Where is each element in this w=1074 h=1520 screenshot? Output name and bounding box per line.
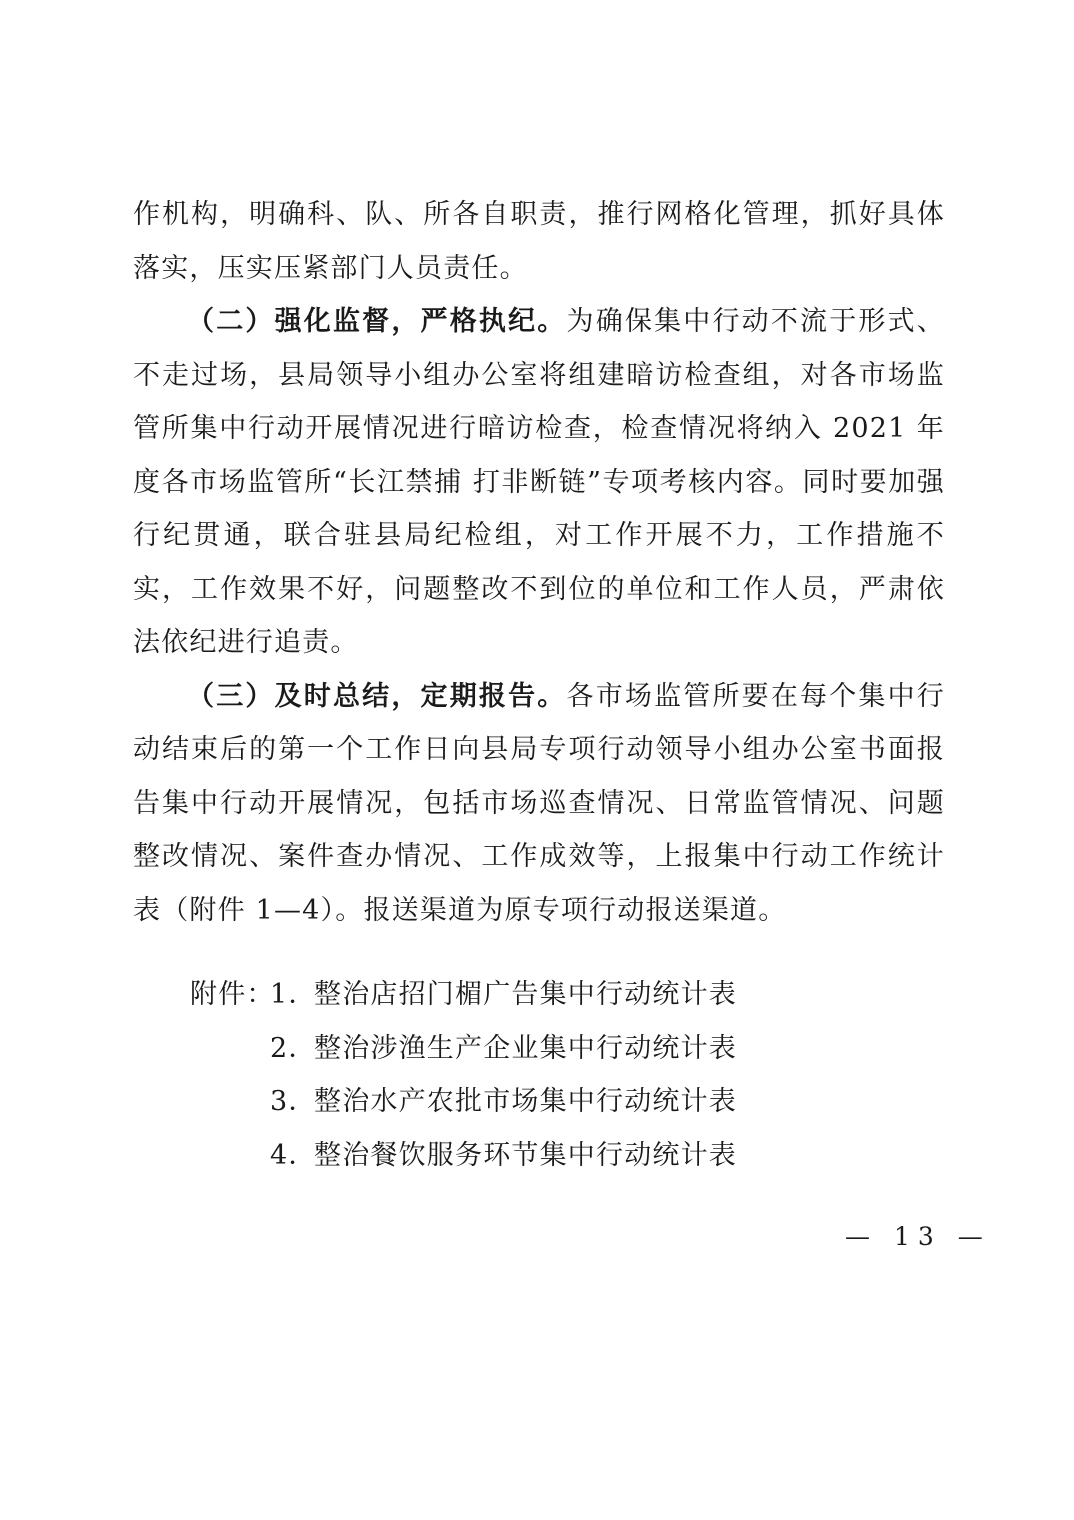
attachment-number: 4． [270, 1139, 317, 1171]
attachment-title: 整治餐饮服务环节集中行动统计表 [314, 1139, 737, 1171]
attachment-item [190, 1129, 737, 1183]
attachment-number: 1． [270, 979, 317, 1010]
paragraph-continuation [133, 188, 945, 295]
paragraph-heading: （三）及时总结，定期报告。 [187, 680, 567, 712]
attachment-title: 整治涉渔生产企业集中行动统计表 [314, 1032, 737, 1064]
paragraph-text: 作机构，明确科、队、所各自职责，推行网格化管理，抓好具体落实，压实压紧部门人员责任。 [133, 199, 945, 284]
attachment-item [190, 1022, 737, 1076]
attachment-item [190, 1075, 737, 1129]
paragraph-text: 为确保集中行动不流于形式、不走过场，县局领导小组办公室将组建暗访检查组，对各市场监管所集中行动开展情况进行暗访检查，检查情况将纳入 2021 年度各市场监管所“长江禁捕 打非断链”专项考核内容。同时要加强行纪贯通，联合驻县局纪检组，对工作开展不力，工作措施不实，工作效果不好，问题整改不到位的单位和工作人员，严肃依法依纪进行追责。 [133, 306, 945, 658]
paragraph-supervision [133, 295, 945, 670]
body-text [133, 188, 945, 937]
attachment-title: 整治店招门楣广告集中行动统计表 [314, 979, 737, 1010]
attachment-number: 3． [270, 1086, 317, 1117]
attachment-title: 整治水产农批市场集中行动统计表 [314, 1086, 737, 1117]
attachments-label: 附件： [190, 979, 275, 1010]
paragraph-heading: （二）强化监督，严格执纪。 [187, 306, 567, 337]
paragraph-reporting [133, 670, 945, 938]
paragraph-text: 各市场监管所要在每个集中行动结束后的第一个工作日向县局专项行动领导小组办公室书面报告集中行动开展情况，包括市场巡查情况、日常监管情况、问题整改情况、案件查办情况、工作成效等，上报集中行动工作统计表（附件 1—4）。报送渠道为原专项行动报送渠道。 [133, 680, 945, 926]
page-number: — 13 — [845, 1222, 991, 1251]
attachments-list [190, 968, 737, 1182]
attachment-number: 2． [270, 1032, 317, 1064]
attachment-item [190, 968, 737, 1022]
